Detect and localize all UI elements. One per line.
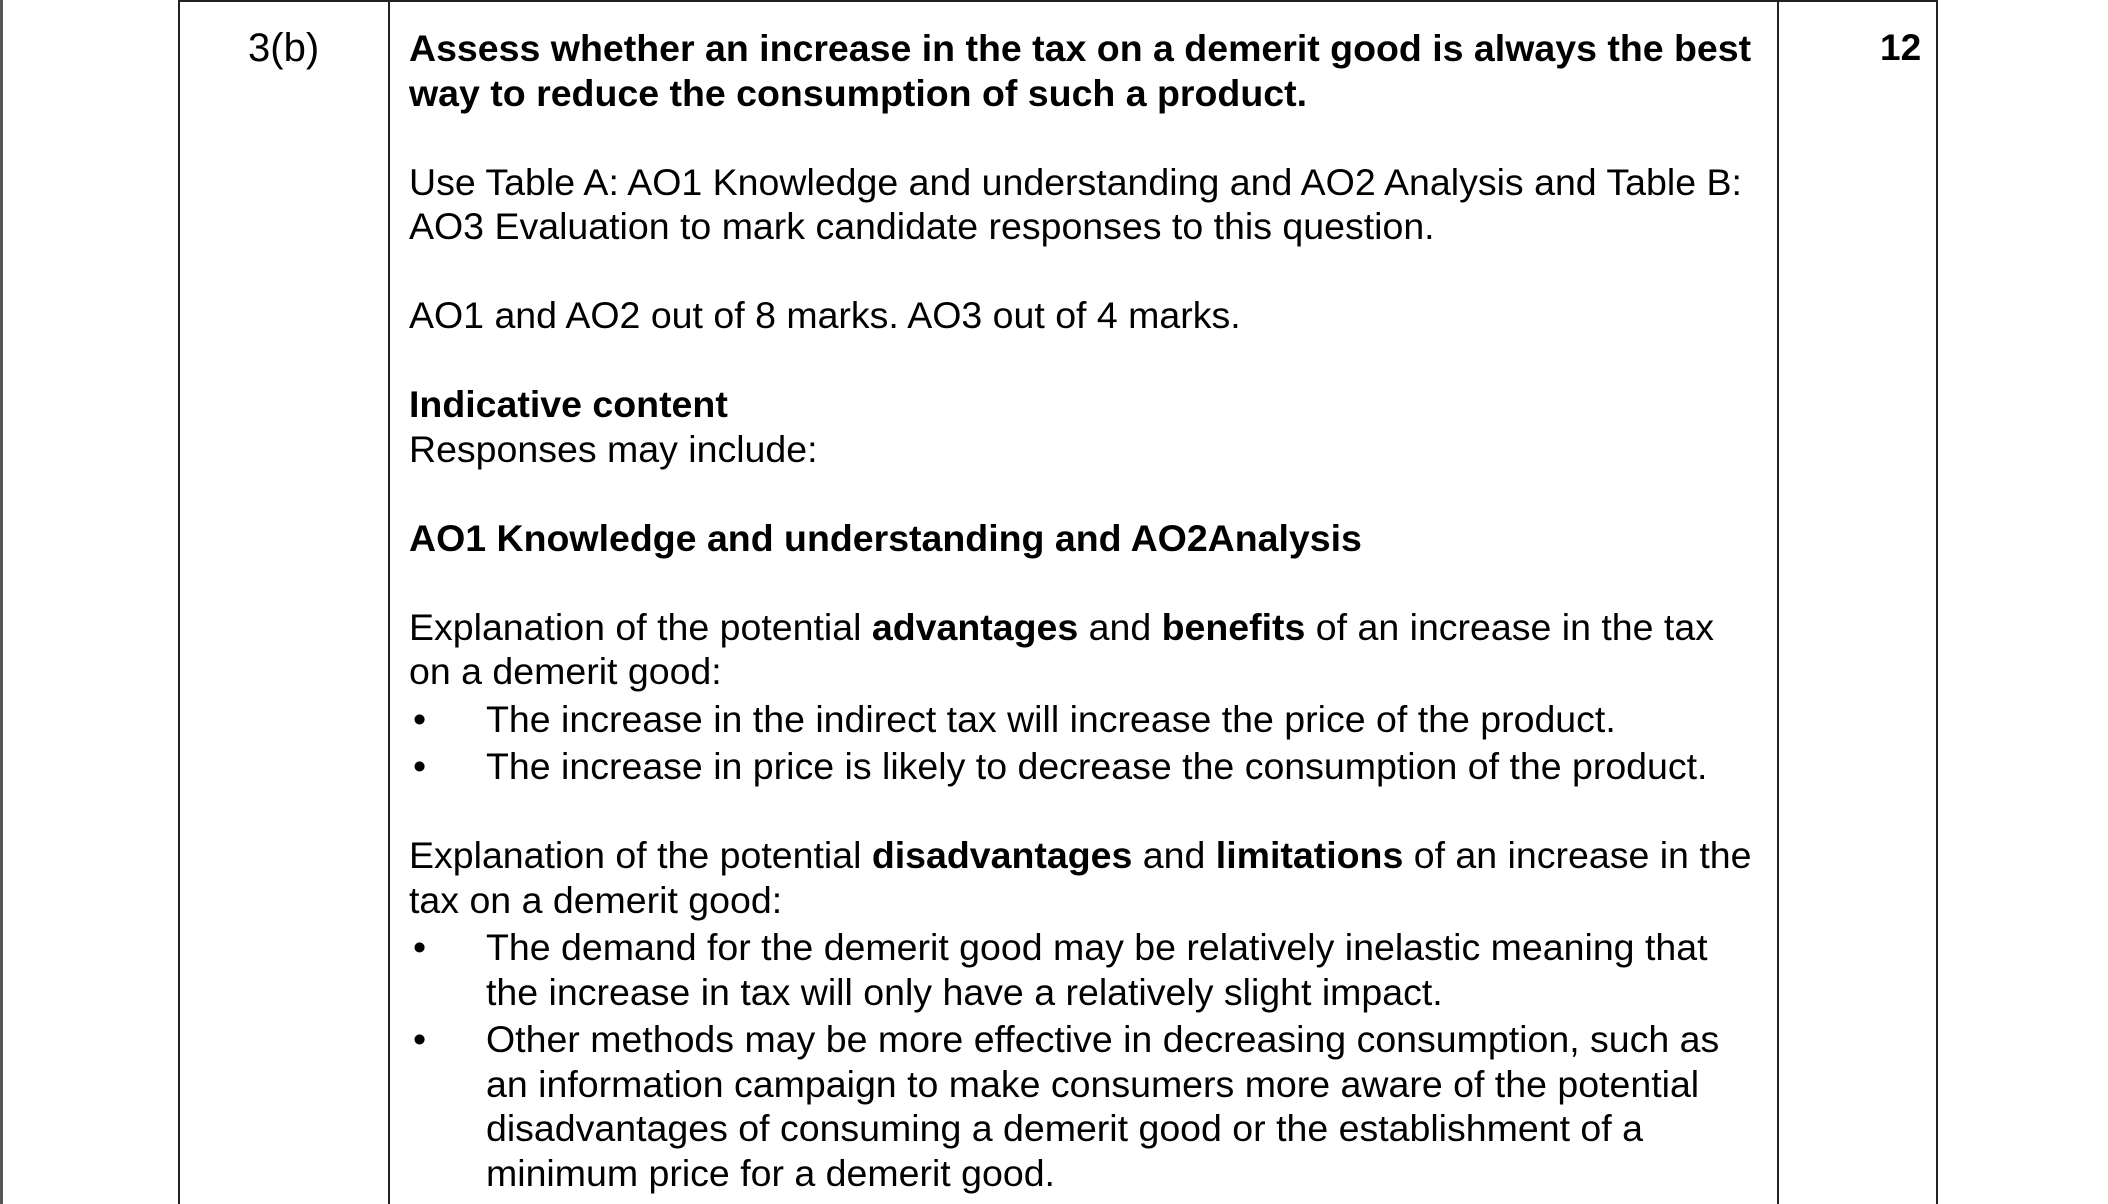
advantages-intro-post: of an increase in the tax on a demerit good: xyxy=(409,605,1714,692)
table-left-border xyxy=(178,0,180,1204)
tables-note: Use Table A: AO1 Knowledge and understanding and AO2 Analysis and Table B: AO3 Evaluation to mark candidate responses to this question. xyxy=(409,160,1742,247)
disadvantages-intro-pre: Explanation of the potential xyxy=(409,834,872,876)
list-item-text: The increase in price is likely to decrease the consumption of the product. xyxy=(486,745,1708,787)
bullet-icon: • xyxy=(413,745,427,787)
table-top-border xyxy=(178,0,1938,2)
list-item-text: The demand for the demerit good may be relatively inelastic meaning that the increase in tax will only have a relatively slight impact. xyxy=(486,926,1708,1013)
bullet-icon: • xyxy=(413,697,427,740)
section-heading: AO1 Knowledge and understanding and AO2Analysis xyxy=(409,516,1362,559)
advantages-list xyxy=(409,697,1759,789)
column-divider-answer xyxy=(1777,0,1779,1204)
disadvantages-intro xyxy=(409,833,1759,922)
advantages-intro xyxy=(409,605,1759,694)
benefits-keyword: benefits xyxy=(1161,605,1306,648)
question-marks: 12 xyxy=(1880,27,1922,68)
bullet-icon: • xyxy=(413,1018,427,1060)
advantages-keyword: advantages xyxy=(871,605,1079,648)
indicative-heading: Indicative content xyxy=(409,383,728,425)
list-item-text: The increase in the indirect tax will increase the price of the product. xyxy=(486,697,1616,740)
list-item-text: Other methods may be more effective in decreasing consumption, such as an information campaign to make consumers more aware of the potential disadvantages of consuming a demerit good or the establishment of a minimum price for a demerit good. xyxy=(486,1018,1720,1194)
column-divider-question xyxy=(388,0,390,1204)
list-item xyxy=(409,925,1759,1014)
disadvantages-intro-post: of an increase in the tax on a demerit good: xyxy=(409,834,1752,921)
indicative-intro: Responses may include: xyxy=(409,427,818,470)
list-item xyxy=(409,697,1759,742)
limitations-keyword: limitations xyxy=(1215,834,1404,876)
question-prompt: Assess whether an increase in the tax on a demerit good is always the best way to reduce the consumption of such a product. xyxy=(409,27,1752,114)
disadvantages-keyword: disadvantages xyxy=(871,834,1133,876)
disadvantages-list xyxy=(409,925,1759,1195)
advantages-and: and xyxy=(1078,605,1162,648)
list-item xyxy=(409,1017,1759,1195)
advantages-intro-pre: Explanation of the potential xyxy=(409,605,872,648)
disadvantages-and: and xyxy=(1132,834,1216,876)
page-left-border xyxy=(0,0,3,1204)
answer-content xyxy=(409,26,1759,1195)
bullet-icon: • xyxy=(413,926,427,968)
table-right-border xyxy=(1936,0,1938,1204)
list-item xyxy=(409,744,1759,789)
question-number: 3(b) xyxy=(248,26,320,70)
marks-note: AO1 and AO2 out of 8 marks. AO3 out of 4 marks. xyxy=(409,294,1241,336)
